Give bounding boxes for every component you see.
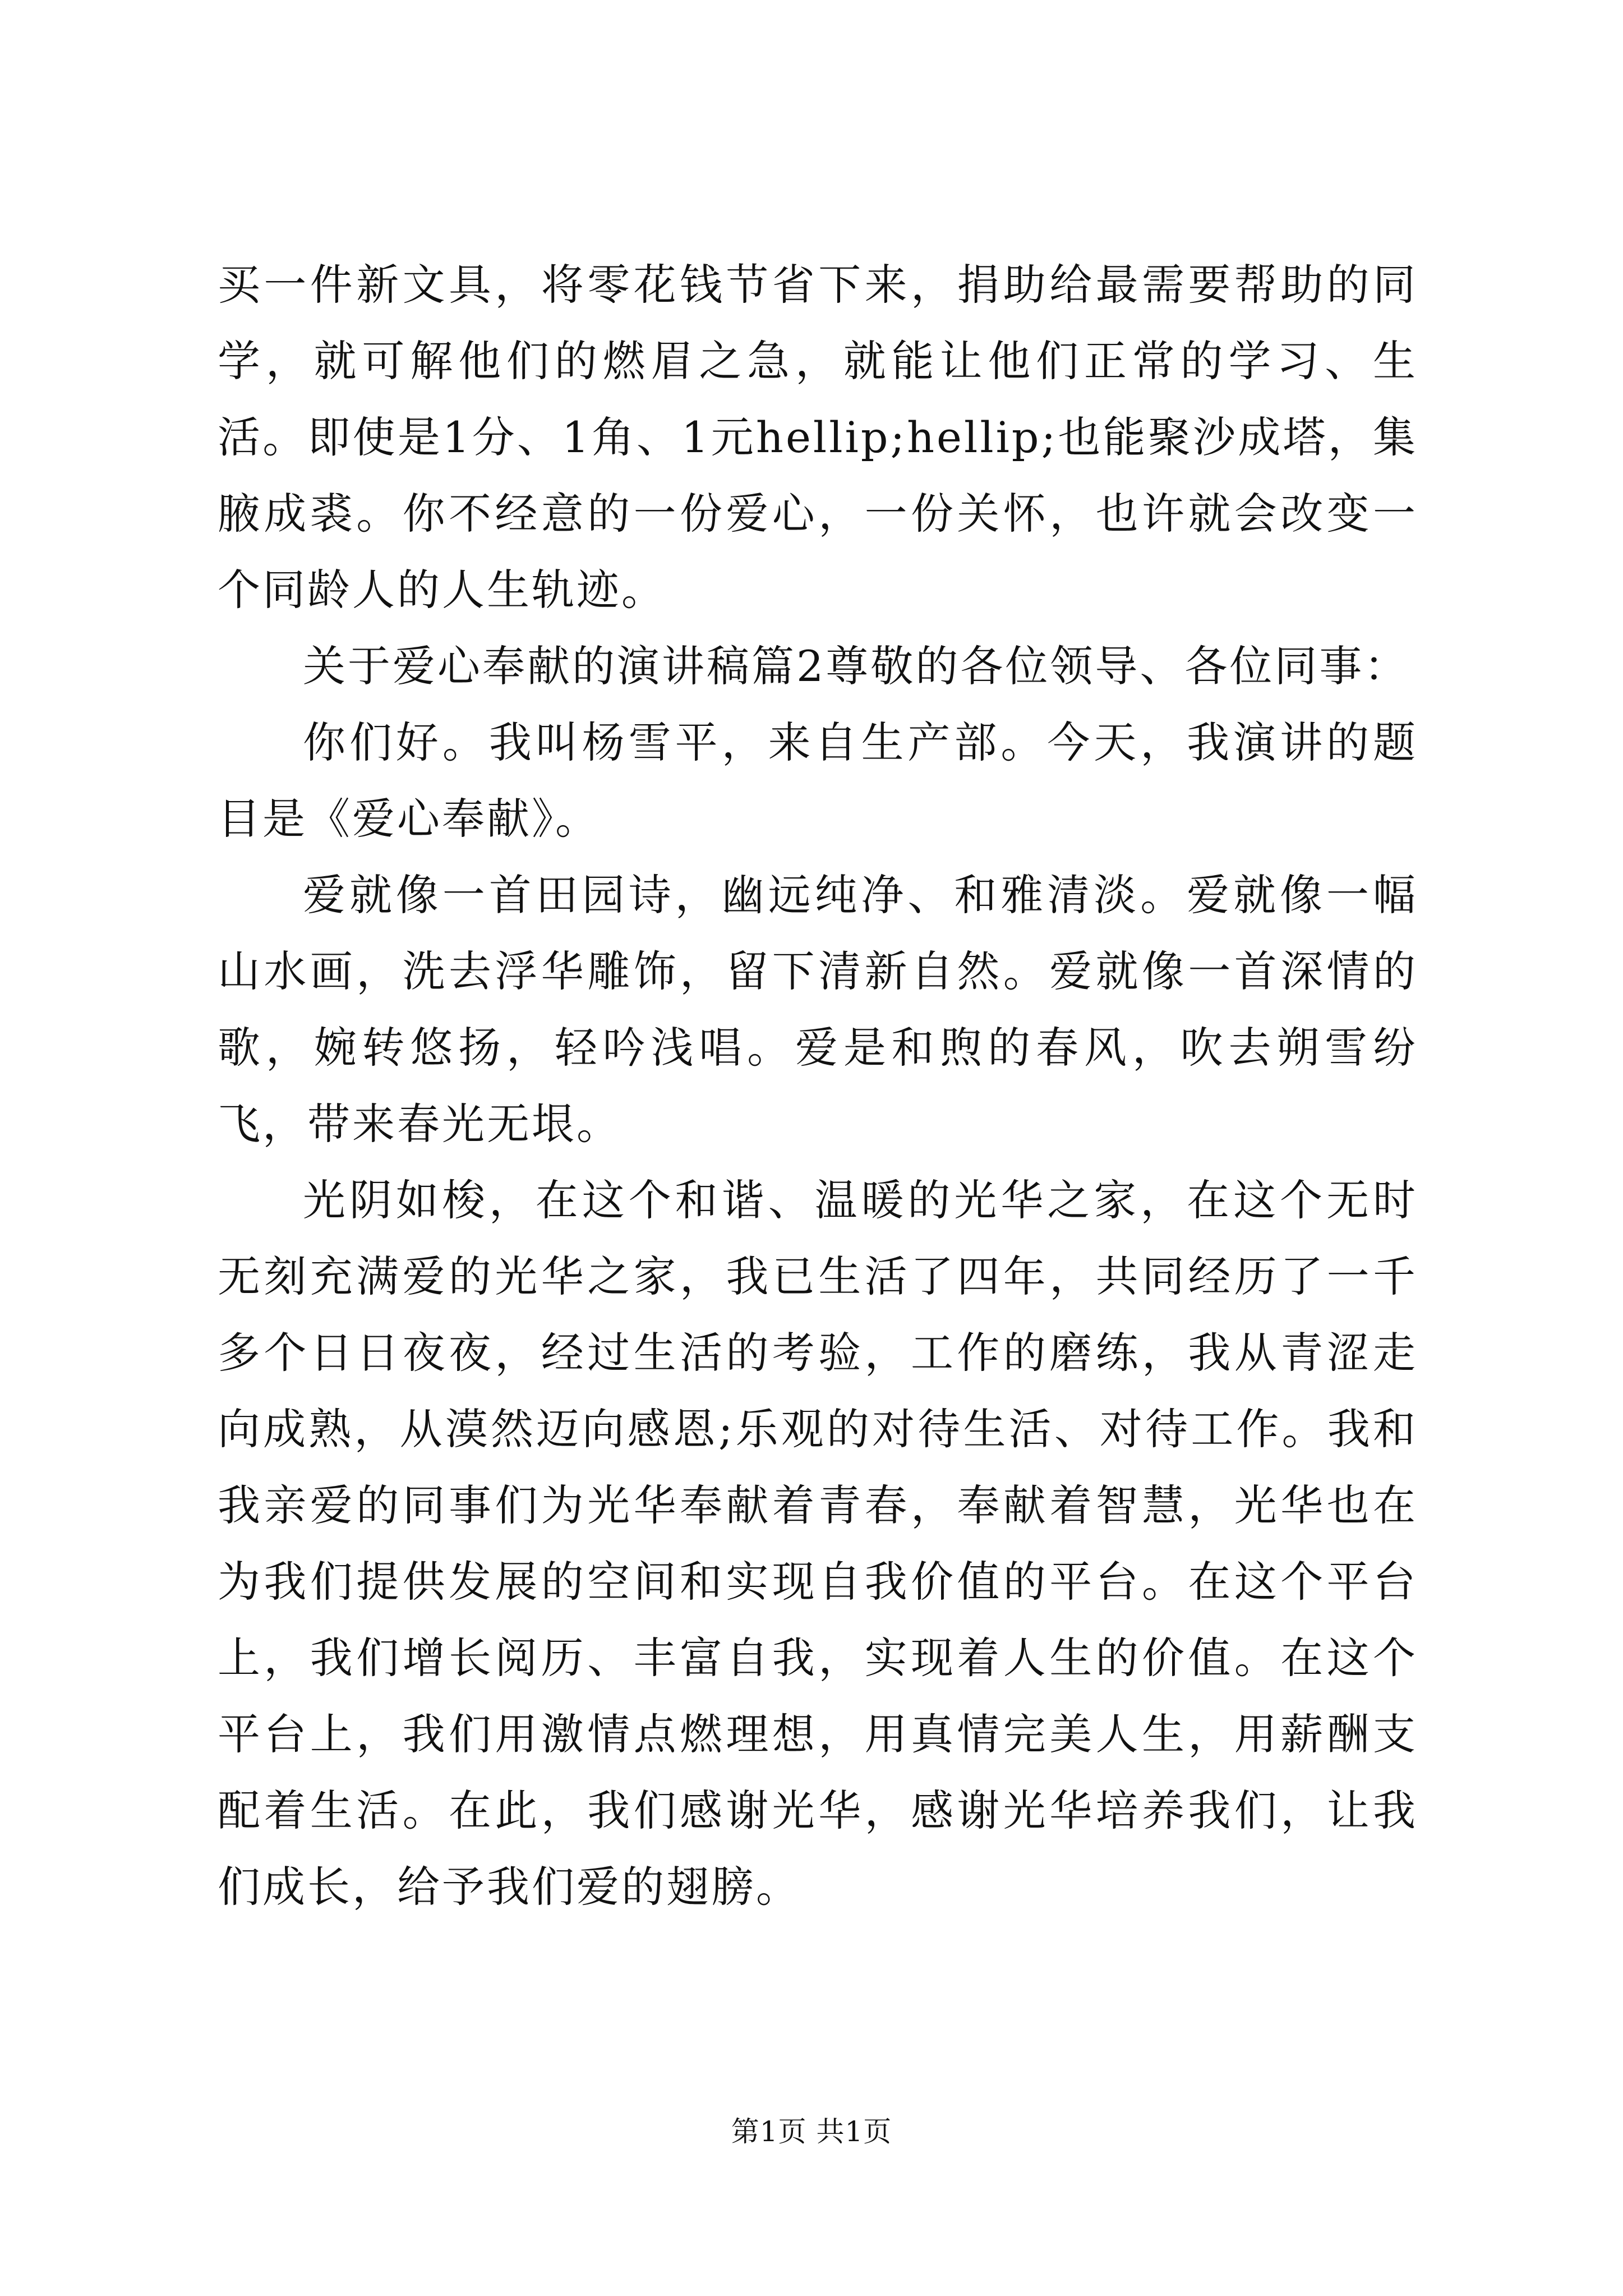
page-footer: 第1页 共1页 [731, 2115, 892, 2148]
paragraph-2-heading: 关于爱心奉献的演讲稿篇2尊敬的各位领导、各位同事： [303, 641, 1409, 691]
document-body [218, 247, 1418, 1925]
paragraph-1: 买一件新文具，将零花钱节省下来，捐助给最需要帮助的同学，就可解他们的燃眉之急，就能让他们正常的学习、生活。即使是1分、1角、1元hellip;hellip;也能聚沙成塔，集腋成裘。你不经意的一份爱心，一份关怀，也许就会改变一个同龄人的人生轨迹。 [218, 260, 1418, 615]
paragraph-3: 你们好。我叫杨雪平，来自生产部。今天，我演讲的题目是《爱心奉献》。 [218, 717, 1418, 844]
paragraph-4: 爱就像一首田园诗，幽远纯净、和雅清淡。爱就像一幅山水画，洗去浮华雕饰，留下清新自然。爱就像一首深情的歌，婉转悠扬，轻吟浅唱。爱是和煦的春风，吹去朔雪纷飞，带来春光无垠。 [218, 870, 1418, 1149]
paragraph-5: 光阴如梭，在这个和谐、温暖的光华之家，在这个无时无刻充满爱的光华之家，我已生活了四年，共同经历了一千多个日日夜夜，经过生活的考验，工作的磨练，我从青涩走向成熟，从漠然迈向感恩;乐观的对待生活、对待工作。我和我亲爱的同事们为光华奉献着青春，奉献着智慧，光华也在为我们提供发展的空间和实现自我价值的平台。在这个平台上，我们增长阅历、丰富自我，实现着人生的价值。在这个平台上，我们用激情点燃理想，用真情完美人生，用薪酬支配着生活。在此，我们感谢光华，感谢光华培养我们，让我们成长，给予我们爱的翅膀。 [218, 1175, 1418, 1912]
